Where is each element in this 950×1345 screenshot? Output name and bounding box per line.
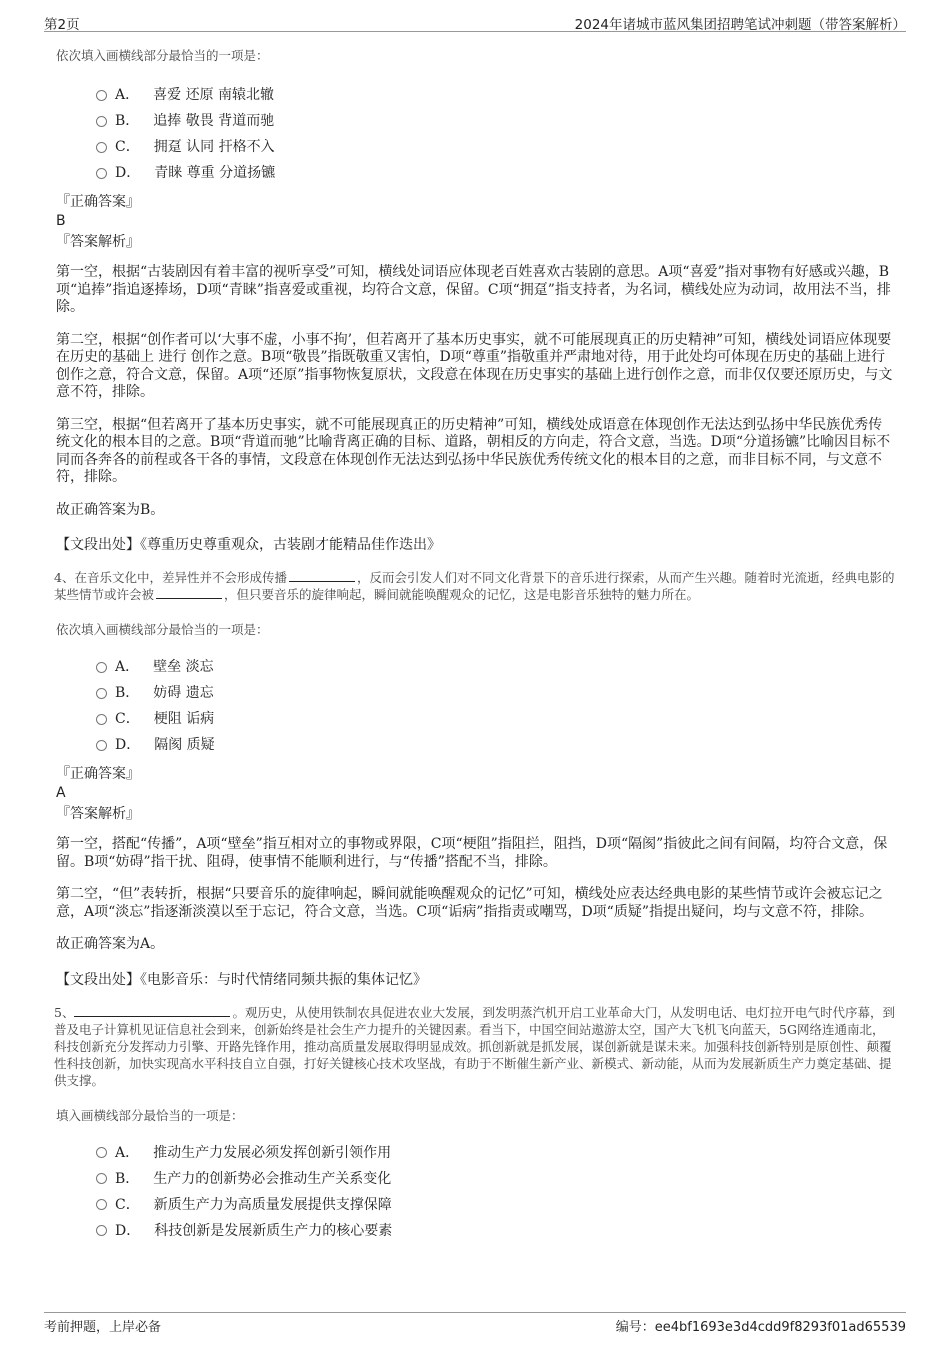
q4-question: 4、在音乐文化中，差异性并不会形成传播 ，反而会引发人们对不同文化背景下的音乐进行探索，从而产生兴趣。随着时光流逝，经典电影的某些情节或许会被 ，但只要音乐的旋律响起，瞬间就能唤醒观众的记忆，这是电影音乐独特的魅力所在。	[54, 570, 895, 602]
q3-option-c[interactable]: C． 拥趸 认同 扞格不入	[96, 134, 896, 160]
q5-option-c[interactable]: C． 新质生产力为高质量发展提供支撑保障	[96, 1192, 896, 1218]
q3-analysis-1: 第一空，根据“古装剧因有着丰富的视听享受”可知，横线处词语应体现老百姓喜欢古装剧的意思。A项“喜爱”指对事物有好感或兴趣，B项“追捧”指追逐捧场，D项“青睐”指喜爱或重视，均符合文意，保留。C项“拥趸”指支持者，为名词，横线处应为动词，故用法不当，排除。	[56, 264, 891, 315]
radio-icon[interactable]	[96, 688, 107, 699]
q5-options	[56, 1140, 896, 1244]
q4-analysis-1: 第一空，搭配“传播”，A项“壁垒”指互相对立的事物或界限，C项“梗阻”指阻拦，阻挡，D项“隔阂”指彼此之间有间隔，均符合文意，保留。B项“妨碍”指干扰、阻碍，使事情不能顺利进行，与“传播”搭配不当，排除。	[56, 836, 888, 870]
q4-analysis-2: 第二空，“但”表转折，根据“只要音乐的旋律响起，瞬间就能唤醒观众的记忆”可知，横线处应表达经典电影的某些情节或许会被忘记之意，A项“淡忘”指逐渐淡漠以至于忘记，符合文意，当选。C项“诟病”指指责或嘲骂，D项“质疑”指提出疑问，均与文意不符，排除。	[56, 886, 883, 920]
q4-analysis-label: 『答案解析』	[56, 806, 140, 822]
page-footer	[44, 1312, 906, 1335]
q3-prompt: 依次填入画横线部分最恰当的一项是：	[56, 48, 269, 63]
radio-icon[interactable]	[96, 662, 107, 673]
page-content	[56, 46, 896, 1244]
radio-icon[interactable]	[96, 116, 107, 127]
q4-option-a[interactable]: A． 壁垒 淡忘	[96, 654, 896, 680]
radio-icon[interactable]	[96, 714, 107, 725]
radio-icon[interactable]	[96, 168, 107, 179]
radio-icon[interactable]	[96, 1199, 107, 1210]
radio-icon[interactable]	[96, 740, 107, 751]
q3-option-b[interactable]: B． 追捧 敬畏 背道而驰	[96, 108, 896, 134]
q3-analysis-2: 第二空，根据“创作者可以‘大事不虚，小事不拘’，但若离开了基本历史事实，就不可能展现真正的历史精神”可知，横线处词语应体现要在历史的基础上 进行 创作之意。B项“敬畏”指既敬重又害怕，D项“尊重”指敬重并严肃地对待，用于此处均可体现在历史的基础上进行创作之意，符合文意，保留。A项“还原”指事物恢复原状，文段意在体现在历史事实的基础上进行创作之意，而非仅仅要还原历史，与文意不符，排除。	[56, 331, 893, 400]
radio-icon[interactable]	[96, 142, 107, 153]
radio-icon[interactable]	[96, 1147, 107, 1158]
blank-line	[74, 1004, 230, 1017]
blank-line	[156, 586, 222, 599]
blank-line	[289, 569, 355, 582]
q4-prompt: 依次填入画横线部分最恰当的一项是：	[56, 622, 269, 637]
q3-conclusion: 故正确答案为B。	[56, 501, 165, 518]
page-header	[44, 9, 906, 32]
q4-source: 【文段出处】《电影音乐：与时代情绪同频共振的集体记忆》	[56, 971, 427, 988]
q4-answer: A	[56, 785, 66, 801]
q4-options	[56, 654, 896, 758]
q5-question: 5、 。观历史，从使用铁制农具促进农业大发展，到发明蒸汽机开启工业革命大门，从发明电话、电灯拉开电气时代序幕，到普及电子计算机见证信息社会到来，创新始终是社会生产力提升的关键因素。看当下，中国空间站遨游太空，国产大飞机飞向蓝天，5G网络连通南北，科技创新充分发挥动力引擎、开路先锋作用，推动高质量发展取得明显成效。抓创新就是抓发展，谋创新就是谋未来。加强科技创新特别是原创性、颠覆性科技创新，加快实现高水平科技自立自强，打好关键核心技术攻坚战，有助于不断催生新产业、新模式、新动能，从而为发展新质生产力奠定基础、提供支撑。	[54, 1004, 895, 1088]
q4-answer-label: 『正确答案』	[56, 766, 140, 782]
q3-options	[56, 82, 896, 186]
q5-option-a[interactable]: A． 推动生产力发展必须发挥创新引领作用	[96, 1140, 896, 1166]
document-code: 编号：ee4bf1693e3d4cdd9f8293f01ad65539	[615, 1320, 906, 1335]
radio-icon[interactable]	[96, 90, 107, 101]
q4-conclusion: 故正确答案为A。	[56, 936, 165, 952]
q3-answer: B	[56, 213, 66, 229]
q5-option-d[interactable]: D． 科技创新是发展新质生产力的核心要素	[96, 1218, 896, 1244]
footer-slogan: 考前押题，上岸必备	[44, 1320, 162, 1335]
q4-option-b[interactable]: B． 妨碍 遗忘	[96, 680, 896, 706]
q4-option-c[interactable]: C． 梗阻 诟病	[96, 706, 896, 732]
q3-option-a[interactable]: A． 喜爱 还原 南辕北辙	[96, 82, 896, 108]
q3-answer-label: 『正确答案』	[56, 194, 140, 210]
q3-analysis-3: 第三空，根据“但若离开了基本历史事实，就不可能展现真正的历史精神”可知，横线处成语意在体现创作无法达到弘扬中华民族优秀传统文化的根本目的之意。B项“背道而驰”比喻背离正确的目标、道路，朝相反的方向走，符合文意，当选。D项“分道扬镳”比喻因目标不同而各奔各的前程或各干各的事情，文段意在体现创作无法达到弘扬中华民族优秀传统文化的根本目的之意，而非目标不同，与文意不符，排除。	[56, 416, 891, 485]
q4-option-d[interactable]: D． 隔阂 质疑	[96, 732, 896, 758]
radio-icon[interactable]	[96, 1173, 107, 1184]
q3-source: 【文段出处】《尊重历史尊重观众，古装剧才能精品佳作迭出》	[56, 537, 441, 553]
q3-analysis-label: 『答案解析』	[56, 234, 140, 250]
q5-prompt: 填入画横线部分最恰当的一项是：	[56, 1107, 244, 1123]
radio-icon[interactable]	[96, 1225, 107, 1236]
q3-option-d[interactable]: D． 青睐 尊重 分道扬镳	[96, 160, 896, 186]
page-number: 第2页	[44, 17, 80, 33]
document-title: 2024年诸城市蓝风集团招聘笔试冲刺题（带答案解析）	[574, 17, 906, 33]
q5-option-b[interactable]: B． 生产力的创新势必会推动生产关系变化	[96, 1166, 896, 1192]
